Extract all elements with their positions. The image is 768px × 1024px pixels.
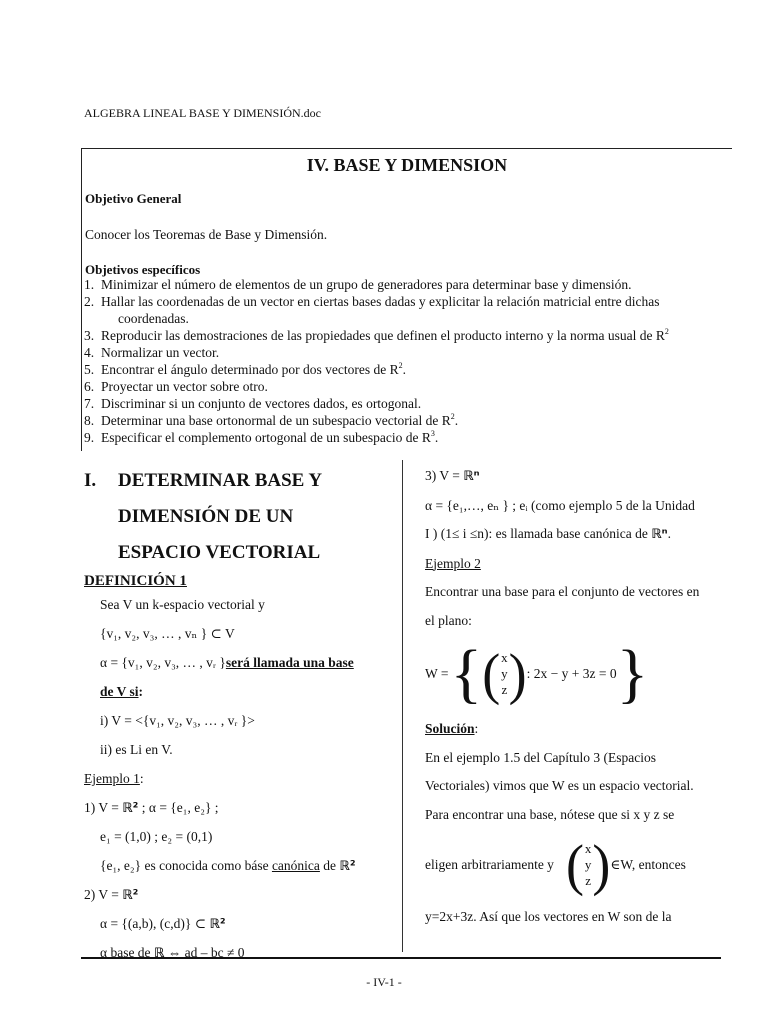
right-paren: ) — [508, 642, 527, 706]
list-item: 1. Minimizar el número de elementos de un grupo de generadores para determinar base y dimensión. — [84, 277, 632, 292]
list-item: 7. Discriminar si un conjunto de vectores dados, es ortogonal. — [84, 396, 422, 411]
text-line: 2) V = ℝ² — [84, 887, 139, 903]
list-item: 2. Hallar las coordenadas de un vector en ciertas bases dadas y explicitar la relación matricial entre dichas — [84, 294, 660, 309]
list-item: 3. Reproducir las demostraciones de las propiedades que definen el producto interno y la norma usual de $R^2$ — [84, 327, 669, 343]
objectives-box — [81, 148, 732, 451]
specific-objectives-heading: Objetivos específicos — [85, 262, 201, 277]
text-line: I ) (1≤ i ≤n): es llamada base canónica de ℝⁿ. — [425, 526, 671, 542]
right-brace: } — [616, 637, 649, 710]
text-line: i) V = <{v₁, v₂, v₃, … , vᵣ }> — [100, 713, 255, 728]
list-item: 8. Determinar una base ortonormal de un subespacio vectorial de $R^2$. — [84, 412, 459, 428]
text-line: α = {v₁, v₂, v₃, … , vᵣ }será llamada una base — [100, 655, 354, 670]
list-item: coordenadas. — [118, 311, 189, 326]
text-line: Vectoriales) vimos que W es un espacio vectorial. — [425, 778, 694, 793]
example-label: Ejemplo 1: — [84, 771, 144, 786]
column-divider — [402, 460, 403, 952]
right-column — [425, 464, 725, 930]
text-line: y=2x+3z. Así que los vectores en W son de la — [425, 909, 672, 924]
text-line: 3) V = ℝⁿ — [425, 468, 480, 484]
list-item: 9. Especificar el complemento ortogonal de un subespacio de $R^3$. — [84, 429, 439, 445]
text-line: Encontrar una base para el conjunto de vectores en — [425, 584, 700, 599]
section-heading: I. DETERMINAR BASE Y DIMENSIÓN DE UN ESPACIO VECTORIAL — [84, 470, 323, 563]
right-paren: ) — [592, 833, 611, 897]
set-definition: W = { ( x y z ) : 2x − y + 3z = 0 } — [425, 637, 649, 710]
text-line: eligen arbitrariamente y ( x y z ) ∈W, entonces — [425, 833, 686, 897]
left-paren: ( — [565, 833, 584, 897]
page-number: - IV-1 - — [366, 975, 402, 989]
text-line: {v₁, v₂, v₃, … , vₙ } ⊂ V — [100, 626, 235, 641]
list-item: 4. Normalizar un vector. — [84, 345, 220, 360]
left-brace: { — [450, 637, 483, 710]
text-line: ii) es Li en V. — [100, 742, 173, 757]
column-vector: x y z — [501, 650, 508, 697]
chapter-title: IV. BASE Y DIMENSION — [306, 155, 508, 175]
general-objective-text: Conocer los Teoremas de Base y Dimensión. — [85, 227, 328, 242]
text-line: Para encontrar una base, nótese que si x y z se — [425, 806, 675, 822]
document-title: ALGEBRA LINEAL BASE Y DIMENSIÓN.doc — [84, 106, 321, 120]
text-line: α = {e₁,…, eₙ } ; eᵢ (como ejemplo 5 de la Unidad — [425, 497, 695, 513]
list-item: 6. Proyectar un vector sobre otro. — [84, 379, 268, 394]
bottom-rule — [81, 957, 721, 959]
definition-heading: DEFINICIÓN 1 — [84, 573, 187, 589]
example-label: Ejemplo 2 — [425, 555, 481, 571]
left-column — [84, 463, 396, 967]
text-line: el plano: — [425, 612, 472, 628]
solution-label: Solución: — [425, 721, 479, 736]
text-line: {e₁, e₂} es conocida como báse canónica de ℝ² — [100, 858, 356, 874]
general-objective-heading: Objetivo General — [85, 191, 182, 206]
text-line: α base de ℝ ⇔ ad – bc ≠ 0 — [100, 945, 245, 961]
text-line: Sea V un k-espacio vectorial y — [100, 597, 265, 612]
text-line: de V si: — [100, 684, 144, 699]
text-line: α = {(a,b), (c,d)} ⊂ ℝ² — [100, 916, 226, 932]
column-vector: x y z — [584, 841, 592, 888]
text-line: En el ejemplo 1.5 del Capítulo 3 (Espacios — [425, 749, 656, 765]
text-line: e₁ = (1,0) ; e₂ = (0,1) — [100, 829, 213, 844]
text-line: 1) V = ℝ² ; α = {e₁, e₂} ; — [84, 800, 219, 816]
list-item: 5. Encontrar el ángulo determinado por dos vectores de $R^2$. — [84, 361, 407, 377]
specific-objectives-list — [84, 276, 729, 446]
left-paren: ( — [482, 642, 501, 706]
